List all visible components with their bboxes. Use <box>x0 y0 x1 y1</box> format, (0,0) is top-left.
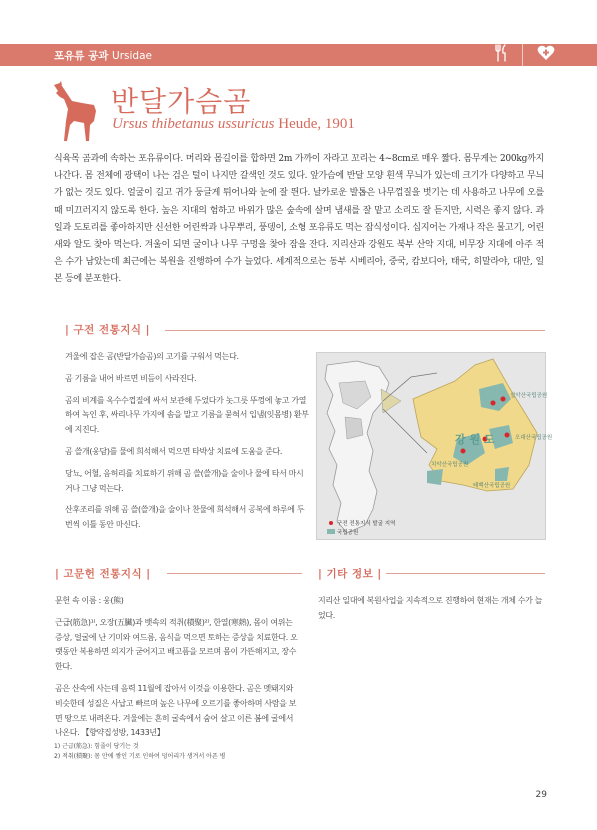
legend-point-swatch <box>329 521 333 525</box>
region-shape <box>345 417 363 439</box>
legend-park-swatch <box>327 529 335 534</box>
category-latin: Ursidae <box>112 50 152 62</box>
map-place-label: 치악산국립공원 <box>431 462 469 468</box>
section-title-traditional: | 구전 전통지식 | <box>65 324 151 336</box>
header-icons <box>494 44 555 66</box>
section-divider <box>386 573 545 574</box>
species-description: 식육목 곰과에 속하는 포유류이다. 머리와 몸길이를 합하면 2m 가까이 자라고 꼬리는 4~8cm로 매우 짧다. 몸무게는 200kg까지 나간다. 몸 전체에 광택이 나는 검은 털이 나지만 갈색인 것도 있다. 앞가슴에 반달 모양 흰색 무늬가 있는데 크기가 다양하고 무늬가 없는 것도 있다. 얼굴이 길고 귀가 둥글게 튀어나와 눈에 잘 띈다. 날카로운 발톱은 나무껍질을 벗기는 데 사용하고 나무에 오를 때 미끄러지지 않도록 한다. 높은 지대의 험하고 바위가 많은 숲속에 살며 냄새를 잘 맡고 소리도 잘 듣지만, 시력은 좋지 않다. 과일과 도토리를 좋아하지만 신선한 어린싹과 나무뿌리, 풍뎅이, 소형 포유류도 먹는 잡식성이다. 십지어는 가재나 작은 물고기, 어린 새와 알도 찾아 먹는다. 겨울이 되면 굴이나 나무 구멍을 찾아 잠을 잔다. 지리산과 강원도 북부 산악 지대, 비무장 지대에 아주 적은 수가 남았는데 최근에는 복원을 진행하여 수가 늘었다. 세계적으로는 동부 시베리아, 중국, 캄보디아, 태국, 히말라야, 대만, 일본 등에 분포한다. <box>54 154 544 285</box>
national-park-chiak <box>427 469 443 485</box>
section-divider <box>165 330 545 331</box>
map-place-label: 설악산국립공원 <box>510 393 548 399</box>
survey-point <box>501 397 506 402</box>
page-number: 29 <box>535 790 547 800</box>
species-korean-name: 반달가슴곰 <box>111 85 252 118</box>
footnote: 2) 적취(積聚): 몸 안에 쌓인 기로 인하여 덩어리가 생겨서 아픈 병 <box>54 753 226 760</box>
paragraph: 지리산 일대에 복원사업을 지속적으로 진행하여 현재는 개체 수가 늘었다. <box>318 596 543 620</box>
survey-point <box>491 401 496 406</box>
survey-point <box>505 433 510 438</box>
paragraph: 겨울에 잡은 곰(반달가슴곰)의 고기를 구워서 먹는다. <box>65 352 239 361</box>
national-park-taebaek <box>495 467 509 481</box>
map-graphic <box>317 353 553 539</box>
footnote: 1) 근급(筋急): 힘줄이 당기는 것 <box>54 743 139 750</box>
paragraph: 산후조리를 위해 곰 쓸(쓸개)을 술이나 찬물에 희석해서 공복에 하루에 두 번씩 이틀 동안 마신다. <box>65 505 305 530</box>
legend-label: 국립공원 <box>337 530 359 536</box>
literature-body <box>55 594 301 748</box>
deer-silhouette-icon <box>50 81 106 143</box>
category-header-bar <box>0 44 597 66</box>
scientific-author: Heude, 1901 <box>278 116 355 132</box>
section-title-other-text: 기타 정보 <box>326 568 374 580</box>
heart-plus-icon <box>537 45 555 65</box>
inset-highlight <box>381 389 401 413</box>
traditional-knowledge-body <box>65 350 309 540</box>
map-region-label: 강 원 도 <box>455 433 495 446</box>
utensils-icon <box>494 44 508 66</box>
paragraph: 근급(筋急)¹⁾, 오장(五臟)과 뱃속의 적취(積聚)²⁾, 한열(寒熱), 몸이 여위는 증상, 얼굴에 난 기미와 여드름, 음식을 먹으면 토하는 증상을 치료한다. 오랫동안 복용하면 의지가 굳어지고 배고픔을 모르며 몸이 가뜬해지고, 장수한다. <box>55 617 298 672</box>
section-title-literature: | 고문헌 전통지식 | <box>55 568 151 580</box>
paragraph: 당뇨, 어혈, 음허리를 치료하기 위해 곰 쓸(쓸개)을 술이나 물에 타서 마시거나 그냥 먹는다. <box>65 468 304 493</box>
section-divider <box>167 573 302 574</box>
header-icon-separator <box>522 44 523 66</box>
paragraph: 곰 쓸개(웅담)를 물에 희석해서 먹으면 타박상 치료에 도움을 준다. <box>65 446 283 456</box>
paragraph: 문헌 속 이름 : 웅(熊) <box>55 596 124 605</box>
species-scientific-name <box>112 116 355 133</box>
paragraph: 곰의 비계를 옥수수껍질에 싸서 보관해 두었다가 놋그릇 뚜껑에 놓고 가열하여 녹인 후, 싸리나무 가지에 솜을 말고 기름을 묻혀서 입냄(잇몸병) 환부에 지진다. <box>65 395 309 435</box>
distribution-map <box>316 352 553 540</box>
survey-point <box>461 449 466 454</box>
category-label <box>54 48 152 63</box>
map-place-label: 오대산국립공원 <box>515 435 553 441</box>
footnotes <box>54 742 225 762</box>
category-korean: 포유류 공과 <box>54 50 109 62</box>
paragraph: 곰은 산속에 사는데 음력 11월에 잡아서 이것을 이용한다. 곰은 멧돼지와 비슷한데 성질은 사납고 빠르며 높은 나무에 오르기를 좋아하며 사람을 보면 땅으로 내려온다. 겨울에는 흔히 굴속에서 숨어 살고 이른 봄에 굴에서 나온다. 【향약집성방, 1433년】 <box>55 683 297 738</box>
section-title-traditional-text: 구전 전통지식 <box>73 324 142 336</box>
map-place-label: 태백산국립공원 <box>473 483 511 489</box>
section-title-other: | 기타 정보 | <box>318 568 382 580</box>
other-info-body <box>318 594 545 631</box>
section-title-literature-text: 고문헌 전통지식 <box>63 568 143 580</box>
paragraph: 곰 기름을 내어 바르면 비듬이 사라진다. <box>65 373 197 383</box>
scientific-binomial: Ursus thibetanus ussuricus <box>112 116 275 132</box>
legend-label: 구전 전통지식 발굴 지역 <box>337 521 396 527</box>
